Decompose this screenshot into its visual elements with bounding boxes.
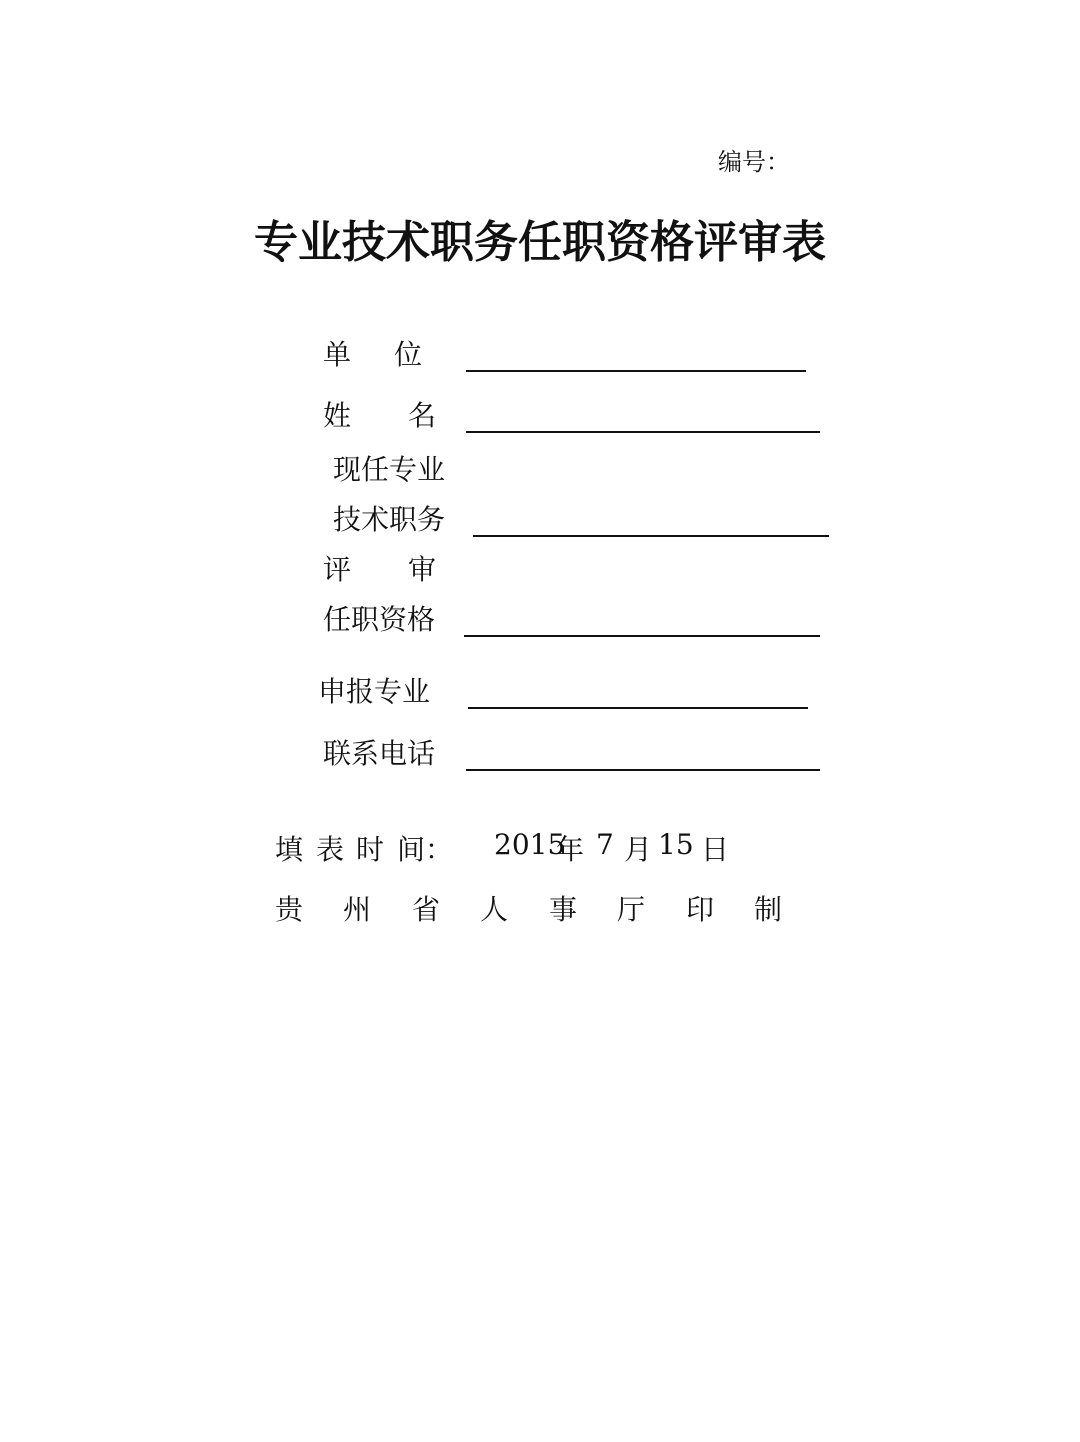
issuer-char-4: 人 — [480, 893, 509, 926]
major-label: 申报专业 — [318, 675, 431, 708]
review-label-line-2: 任职资格 — [323, 603, 436, 636]
review-field-line[interactable] — [464, 635, 820, 637]
name-label-char-2: 名 — [408, 399, 437, 432]
issuer-char-5: 事 — [549, 893, 578, 926]
fill-date-month: 7 — [596, 828, 614, 861]
fill-date-day-unit: 日 — [701, 833, 730, 866]
current-post-field-line[interactable] — [473, 535, 829, 537]
fill-date-label-char-2: 表 — [316, 833, 345, 866]
issuer-char-2: 州 — [343, 893, 372, 926]
review-label-char-2: 审 — [408, 553, 437, 586]
issuer-char-3: 省 — [412, 893, 441, 926]
fill-date-label-char-4: 间： — [397, 833, 454, 866]
fill-date-day: 15 — [658, 828, 694, 861]
phone-label: 联系电话 — [323, 737, 436, 770]
issuer-line — [0, 888, 1080, 928]
issuer-char-7: 印 — [686, 893, 715, 926]
fill-date-label-char-3: 时 — [356, 833, 385, 866]
major-field-line[interactable] — [468, 707, 808, 709]
issuer-char-8: 制 — [754, 893, 783, 926]
unit-field-line[interactable] — [466, 370, 806, 372]
fill-date-label-char-1: 填 — [275, 833, 304, 866]
page-title: 专业技术职务任职资格评审表 — [254, 217, 826, 268]
serial-number-label: 编号： — [718, 148, 790, 176]
current-post-label-line-1: 现任专业 — [333, 453, 446, 486]
fill-date-row — [0, 828, 1080, 868]
name-label-char-1: 姓 — [323, 399, 352, 432]
issuer-char-1: 贵 — [275, 893, 304, 926]
issuer-char-6: 厅 — [617, 893, 646, 926]
fill-date-year: 2015 — [494, 828, 566, 861]
unit-label-char-2: 位 — [394, 338, 423, 371]
name-field-line[interactable] — [466, 431, 820, 433]
unit-label-char-1: 单 — [323, 338, 352, 371]
current-post-label-line-2: 技术职务 — [333, 503, 446, 536]
phone-field-line[interactable] — [466, 769, 820, 771]
fill-date-year-unit: 年 — [556, 833, 585, 866]
review-label-char-1: 评 — [323, 553, 352, 586]
fill-date-month-unit: 月 — [624, 833, 653, 866]
